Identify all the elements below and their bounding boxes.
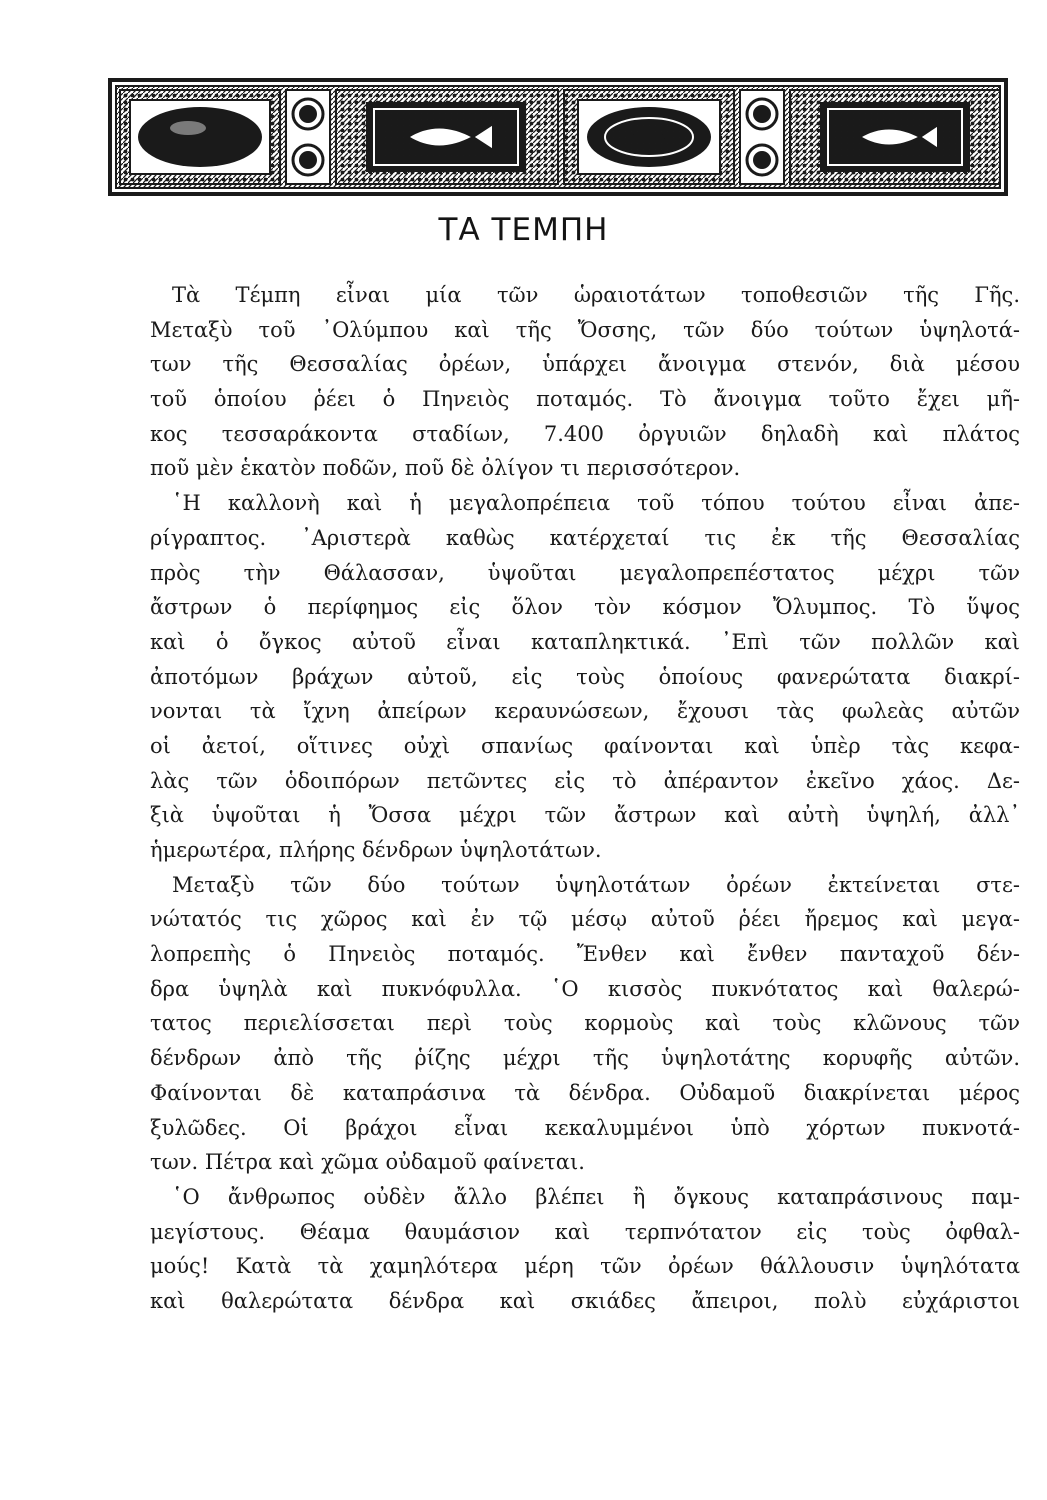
text-line: των τῆς Θεσσαλίας ὀρέων, ὑπάρχει ἄνοιγμα στενόν, διὰ μέσου: [150, 352, 1020, 377]
text-line: Φαίνονται δὲ καταπράσινα τὰ δένδρα. Οὐδαμοῦ διακρίνεται μέρος: [150, 1080, 1020, 1105]
text-line: νώτατός τις χῶρος καὶ ἐν τῷ μέσῳ αὐτοῦ ῥέει ἤρεμος καὶ μεγα-: [150, 907, 1020, 932]
text-line: πρὸς τὴν Θάλασσαν, ὑψοῦται μεγαλοπρεπέστατος μέχρι τῶν: [150, 560, 1020, 585]
oval-gem-panel: [120, 90, 280, 184]
text-line: ῾Η καλλονὴ καὶ ἡ μεγαλοπρέπεια τοῦ τόπου τούτου εἶναι ἀπε-: [172, 491, 1020, 516]
text-line: λὰς τῶν ὁδοιπόρων πετῶντες εἰς τὸ ἀπέραντον ἐκεῖνο χάος. Δε-: [150, 768, 1020, 793]
text-line: λοπρεπὴς ὁ Πηνειὸς ποταμός. Ἔνθεν καὶ ἔνθεν πανταχοῦ δέν-: [150, 942, 1020, 967]
text-line: μούς! Κατὰ τὰ χαμηλότερα μέρη τῶν ὀρέων θάλλουσιν ὑψηλότατα: [150, 1254, 1020, 1279]
page-title: ΤΑ ΤΕΜΠΗ: [438, 212, 609, 248]
text-line: καὶ θαλερώτατα δένδρα καὶ σκιάδες ἄπειροι, πολὺ εὐχάριστοι: [150, 1288, 1020, 1313]
text-line: Μεταξὺ τῶν δύο τούτων ὑψηλοτάτων ὀρέων ἐκτείνεται στε-: [172, 872, 1020, 897]
text-line: Μεταξὺ τοῦ ᾿Ολύμπου καὶ τῆς Ὄσσης, τῶν δύο τούτων ὑψηλοτά-: [150, 317, 1020, 342]
oval-gem-panel: [564, 90, 734, 184]
text-line: οἱ ἀετοί, οἵτινες οὐχὶ σπανίως φαίνονται καὶ ὑπὲρ τὰς κεφα-: [150, 733, 1020, 758]
text-line: ρίγραπτος. ᾿Αριστερὰ καθὼς κατέρχεταί τις ἐκ τῆς Θεσσαλίας: [150, 525, 1020, 550]
text-line: ξιὰ ὑψοῦται ἡ Ὄσσα μέχρι τῶν ἄστρων καὶ αὐτὴ ὑψηλή, ἀλλ᾿: [150, 803, 1020, 828]
text-line: των. Πέτρα καὶ χῶμα οὐδαμοῦ φαίνεται.: [150, 1150, 585, 1175]
text-line: Τὰ Τέμπη εἶναι μία τῶν ὡραιοτάτων τοποθεσιῶν τῆς Γῆς.: [172, 283, 1020, 307]
twin-roundel-panel: [740, 90, 784, 184]
mosaic-banner-icon: [108, 78, 1008, 196]
text-line: ἡμερωτέρα, πλήρης δένδρων ὑψηλοτάτων.: [150, 838, 602, 862]
twin-roundel-panel: [286, 90, 330, 184]
text-line: ἀποτόμων βράχων αὐτοῦ, εἰς τοὺς ὁποίους φανερώτατα διακρί-: [150, 664, 1020, 689]
text-line: τοῦ ὁποίου ῥέει ὁ Πηνειὸς ποταμός. Τὸ ἄνοιγμα τοῦτο ἔχει μῆ-: [150, 387, 1020, 412]
text-line: ἄστρων ὁ περίφημος εἰς ὅλον τὸν κόσμον Ὄλυμπος. Τὸ ὕψος: [150, 595, 1020, 620]
text-line: ποῦ μὲν ἑκατὸν ποδῶν, ποῦ δὲ ὀλίγον τι περισσότερον.: [150, 456, 741, 481]
body-text: [150, 278, 1020, 1319]
text-line: μεγίστους. Θέαμα θαυμάσιον καὶ τερπνότατον εἰς τοὺς ὀφθαλ-: [150, 1219, 1020, 1244]
text-line: καὶ ὁ ὄγκος αὐτοῦ εἶναι καταπληκτικά. ᾿Επὶ τῶν πολλῶν καὶ: [150, 629, 1020, 654]
fish-plaque-panel: [790, 90, 1000, 184]
text-line: δένδρων ἀπὸ τῆς ῥίζης μέχρι τῆς ὑψηλοτάτης κορυφῆς αὐτῶν.: [150, 1046, 1020, 1071]
text-line: νονται τὰ ἴχνη ἀπείρων κεραυνώσεων, ἔχουσι τὰς φωλεὰς αὐτῶν: [150, 699, 1020, 724]
text-line: κος τεσσαράκοντα σταδίων, 7.400 ὀργυιῶν δηλαδὴ καὶ πλάτος: [150, 421, 1020, 446]
text-line: τατος περιελίσσεται περὶ τοὺς κορμοὺς καὶ τοὺς κλῶνους τῶν: [150, 1011, 1020, 1036]
text-line: δρα ὑψηλὰ καὶ πυκνόφυλλα. ῾Ο κισσὸς πυκνότατος καὶ θαλερώ-: [150, 976, 1020, 1001]
text-line: ῾Ο ἄνθρωπος οὐδὲν ἄλλο βλέπει ἢ ὄγκους καταπράσινους παμ-: [172, 1184, 1020, 1209]
fish-plaque-panel: [336, 90, 558, 184]
text-line: ξυλῶδες. Οἱ βράχοι εἶναι κεκαλυμμένοι ὑπὸ χόρτων πυκνοτά-: [150, 1115, 1020, 1140]
